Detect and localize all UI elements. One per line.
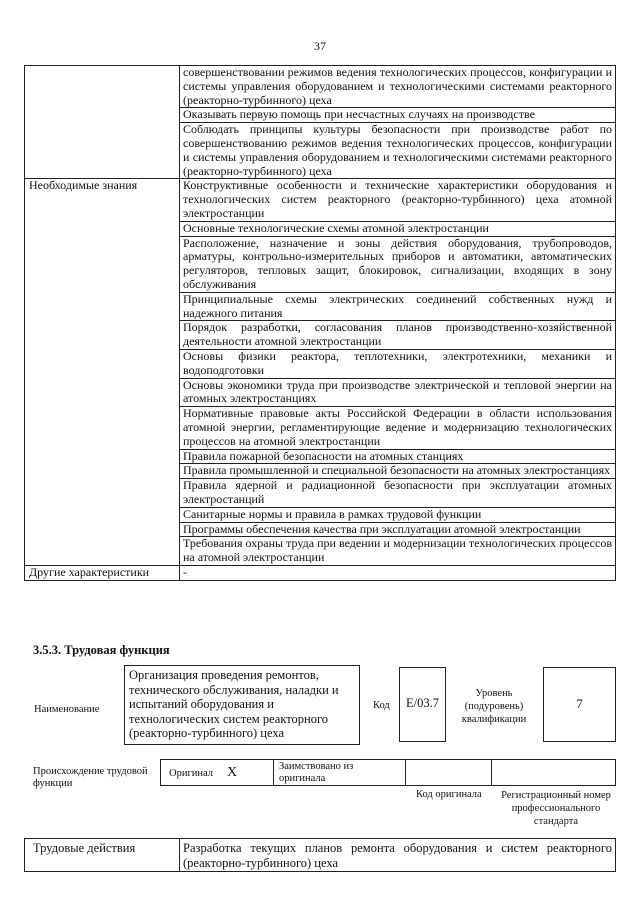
competency-table <box>24 65 616 581</box>
page-number: 37 <box>314 39 326 53</box>
name-label: Наименование <box>34 704 100 715</box>
row-item: Программы обеспечения качества при эксплуатации атомной электростанции <box>180 522 616 537</box>
labor-actions-table <box>24 838 616 872</box>
origin-divider <box>405 759 406 786</box>
row-item: Разработка текущих планов ремонта оборудования и систем реакторного (реакторно-турбинного) цеха <box>180 839 616 872</box>
function-code-value: E/03.7 <box>399 667 446 742</box>
row-item: - <box>180 565 616 580</box>
row-item: Нормативные правовые акты Российской Федерации в области использования атомной энергии, регламентирующие ведение и модернизацию технологических процессов на атомной электростанции <box>180 407 616 449</box>
row-item: Расположение, назначение и зоны действия оборудования, трубопроводов, арматуры, контрольно-измерительных приборов и автоматики, автоматических регуляторов, тепловых защит, блокировок, сигнализации, входящих в зону обслуживания <box>180 236 616 292</box>
row-label: Необходимые знания <box>25 179 180 566</box>
row-label: Трудовые действия <box>25 839 180 872</box>
code-original-label: Код оригинала <box>416 789 482 800</box>
original-mark: X <box>227 765 238 780</box>
function-name-value: Организация проведения ремонтов, технического обслуживания, наладки и испытаний оборудования и технологических систем реакторного (реакторно-турбинного) цеха <box>124 665 360 745</box>
row-item: Принципиальные схемы электрических соединений собственных нужд и надежного питания <box>180 292 616 321</box>
row-item: совершенствовании режимов ведения технологических процессов, конфигурации и системы управления оборудованием и технологическими системами реакторного (реакторно-турбинного) цеха <box>180 66 616 108</box>
table-row <box>25 66 616 108</box>
reg-number-label: Регистрационный номер профессионального стандарта <box>501 790 611 827</box>
level-label: Уровень (подуровень) квалификации <box>461 688 527 725</box>
table-row <box>25 565 616 580</box>
row-item: Соблюдать принципы культуры безопасности при производстве работ по совершенствованию режимов ведения технологических процессов, конфигурации и системы управления оборудованием и технологическими системами реакторного (реакторно-турбинного) цеха <box>180 123 616 179</box>
table-row <box>25 839 616 872</box>
row-item: Правила ядерной и радиационной безопасности при эксплуатации атомных электростанций <box>180 479 616 508</box>
origin-label: Происхождение трудовой функции <box>33 766 148 789</box>
origin-row <box>160 759 616 786</box>
table-row <box>25 179 616 221</box>
code-label: Код <box>373 700 390 711</box>
row-item: Правила пожарной безопасности на атомных станциях <box>180 449 616 464</box>
row-label <box>25 66 180 179</box>
row-item: Конструктивные особенности и технические характеристики оборудования и технологических систем реакторного (реакторно-турбинного) цеха атомной электростанции <box>180 179 616 221</box>
row-item: Санитарные нормы и правила в рамках трудовой функции <box>180 507 616 522</box>
row-label: Другие характеристики <box>25 565 180 580</box>
row-item: Основы физики реактора, теплотехники, электротехники, механики и водоподготовки <box>180 349 616 378</box>
origin-divider <box>491 759 492 786</box>
row-item: Порядок разработки, согласования планов производственно-хозяйственной деятельности атомной электростанции <box>180 321 616 350</box>
row-item: Оказывать первую помощь при несчастных случаях на производстве <box>180 108 616 123</box>
row-item: Основы экономики труда при производстве электрической и тепловой энергии на атомных электростанциях <box>180 378 616 407</box>
row-item: Правила промышленной и специальной безопасности на атомных электростанциях <box>180 464 616 479</box>
row-item: Основные технологические схемы атомной электростанции <box>180 221 616 236</box>
row-item: Требования охраны труда при ведении и модернизации технологических процессов на атомной электростанции <box>180 537 616 566</box>
section-title: 3.5.3. Трудовая функция <box>33 643 170 657</box>
borrowed-label: Заимствовано из оригинала <box>279 761 354 784</box>
qualification-level-value: 7 <box>543 667 616 742</box>
original-label: Оригинал <box>169 768 213 779</box>
origin-divider <box>273 759 274 786</box>
